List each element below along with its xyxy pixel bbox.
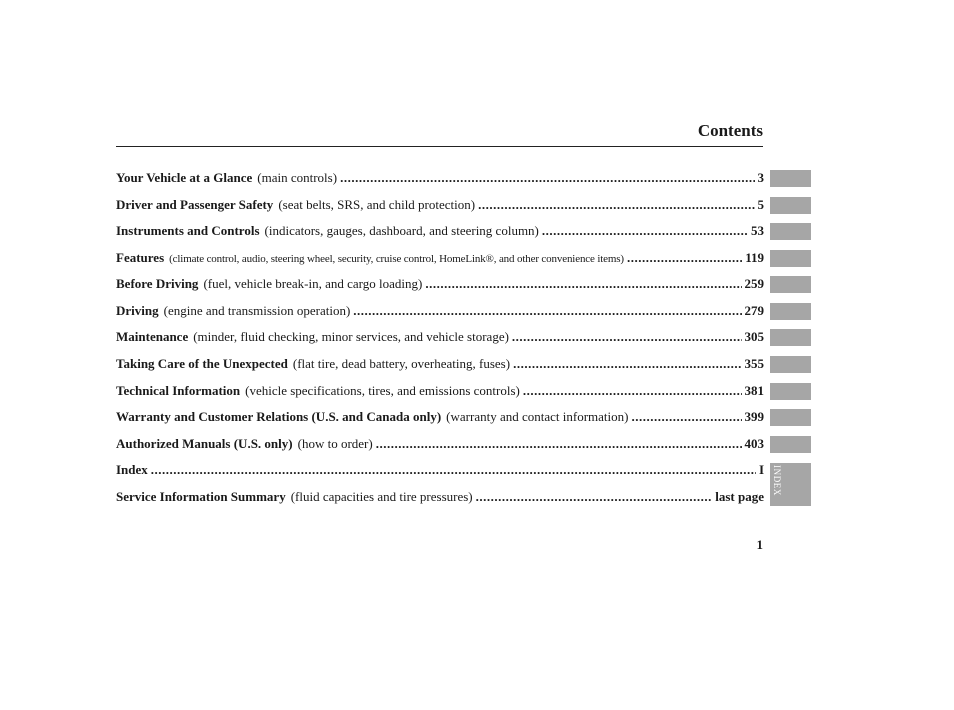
toc-page-number: 279: [744, 303, 764, 318]
toc-description: (seat belts, SRS, and child protection): [278, 197, 476, 212]
toc-page-number: 355: [744, 356, 764, 371]
toc-page-number: 5: [757, 197, 764, 212]
toc-title: Before Driving: [116, 276, 199, 291]
toc-title: Features: [116, 250, 165, 265]
toc-title: Technical Information: [116, 383, 241, 398]
toc-description: (main controls): [257, 170, 338, 185]
toc-row-authorized-manuals[interactable]: [116, 434, 764, 454]
section-tab-3[interactable]: [770, 223, 811, 240]
toc-row-driving[interactable]: [116, 301, 764, 321]
dot-leader: [542, 221, 748, 241]
toc-page-number: 259: [744, 276, 764, 291]
toc-row-technical-information[interactable]: [116, 381, 764, 401]
section-tab-8[interactable]: [770, 356, 811, 373]
title-rule: [116, 146, 763, 147]
toc-row-before-driving[interactable]: [116, 274, 764, 294]
dot-leader: [512, 327, 742, 347]
toc-description: (how to order): [297, 436, 373, 451]
page-number: 1: [756, 537, 763, 552]
section-tab-1[interactable]: [770, 170, 811, 187]
dot-leader: [376, 434, 742, 454]
toc-title: Driving: [116, 303, 159, 318]
section-tab-2[interactable]: [770, 197, 811, 214]
toc-title: Taking Care of the Unexpected: [116, 356, 288, 371]
dot-leader: [627, 248, 742, 268]
toc-row-index[interactable]: [116, 460, 764, 480]
toc-title: Driver and Passenger Safety: [116, 197, 274, 212]
toc-row-warranty-and-customer-relations[interactable]: [116, 407, 764, 427]
toc-page-number: 3: [757, 170, 764, 185]
section-tab-7[interactable]: [770, 329, 811, 346]
toc-title: Your Vehicle at a Glance: [116, 170, 253, 185]
section-tab-4[interactable]: [770, 250, 811, 267]
section-tab-11[interactable]: [770, 436, 811, 453]
toc-title: Service Information Summary: [116, 489, 286, 504]
toc-page-number: 53: [751, 223, 764, 238]
toc-description: (vehicle specifications, tires, and emissions controls): [245, 383, 520, 398]
section-tab-10[interactable]: [770, 409, 811, 426]
dot-leader: [478, 195, 754, 215]
toc-title: Instruments and Controls: [116, 223, 260, 238]
toc-title: Warranty and Customer Relations (U.S. and Canada only): [116, 409, 442, 424]
dot-leader: [523, 381, 742, 401]
toc-page-number: 305: [744, 329, 764, 344]
section-tab-6[interactable]: [770, 303, 811, 320]
toc-page-number: 403: [744, 436, 764, 451]
dot-leader: [353, 301, 741, 321]
section-tab-5[interactable]: [770, 276, 811, 293]
dot-leader: [631, 407, 741, 427]
toc-row-service-information-summary[interactable]: [116, 487, 764, 507]
toc-row-driver-and-passenger-safety[interactable]: [116, 195, 764, 215]
toc-row-maintenance[interactable]: [116, 327, 764, 347]
section-tab-9[interactable]: [770, 383, 811, 400]
dot-leader: [340, 168, 754, 188]
toc-title: Index: [116, 462, 148, 477]
toc-description: (minder, fluid checking, minor services, and vehicle storage): [193, 329, 509, 344]
toc-description: (fluid capacities and tire pressures): [290, 489, 473, 504]
toc-description: (fuel, vehicle break-in, and cargo loading): [203, 276, 423, 291]
toc-page-number: 119: [745, 250, 764, 265]
toc-description: (climate control, audio, steering wheel, security, cruise control, HomeLink®, and other convenience items): [169, 253, 624, 265]
toc-row-taking-care-of-the-unexpected[interactable]: [116, 354, 764, 374]
toc-row-instruments-and-controls[interactable]: [116, 221, 764, 241]
dot-leader: [476, 487, 713, 507]
toc-row-your-vehicle-at-a-glance[interactable]: [116, 168, 764, 188]
toc-page-number: 381: [744, 383, 764, 398]
index-tab-label: INDEX: [772, 465, 782, 496]
dot-leader: [151, 460, 756, 480]
toc-row-features[interactable]: [116, 248, 764, 268]
toc-description: (engine and transmission operation): [163, 303, 351, 318]
toc-title: Authorized Manuals (U.S. only): [116, 436, 293, 451]
toc-description: (warranty and contact information): [446, 409, 629, 424]
dot-leader: [425, 274, 741, 294]
dot-leader: [513, 354, 741, 374]
page-title: Contents: [697, 121, 763, 140]
toc-page-number: 399: [744, 409, 764, 424]
toc-page-number: last page: [715, 489, 764, 504]
toc-description: (indicators, gauges, dashboard, and steering column): [264, 223, 539, 238]
toc-page-number: I: [758, 462, 764, 477]
toc-description: (flat tire, dead battery, overheating, fuses): [292, 356, 511, 371]
toc-title: Maintenance: [116, 329, 189, 344]
